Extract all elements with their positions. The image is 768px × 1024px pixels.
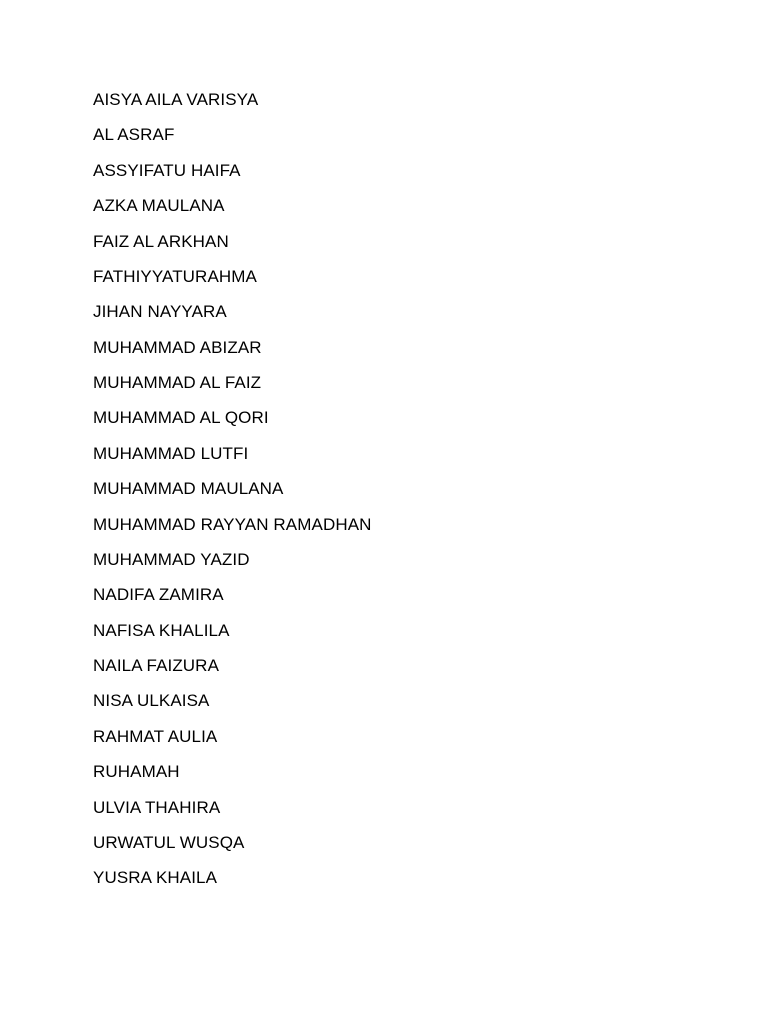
name-entry: RAHMAT AULIA [93, 726, 218, 746]
name-entry: AISYA AILA VARISYA [93, 90, 259, 109]
name-list [93, 89, 372, 903]
name-entry: YUSRA KHAILA [93, 868, 218, 888]
name-entry: FATHIYYATURAHMA [93, 266, 257, 286]
name-entry: ULVIA THAHIRA [93, 797, 221, 817]
name-entry: NAILA FAIZURA [93, 656, 220, 675]
name-entry: MUHAMMAD YAZID [93, 549, 250, 569]
name-entry: MUHAMMAD AL QORI [93, 408, 269, 428]
name-entry: JIHAN NAYYARA [93, 302, 227, 322]
name-entry: MUHAMMAD MAULANA [93, 479, 284, 499]
name-entry: FAIZ AL ARKHAN [93, 231, 229, 251]
name-entry: MUHAMMAD LUTFI [93, 443, 249, 463]
name-entry: NAFISA KHALILA [93, 620, 230, 640]
name-entry: NISA ULKAISA [93, 691, 210, 711]
name-entry: RUHAMAH [93, 762, 180, 782]
name-entry: AZKA MAULANA [93, 196, 225, 216]
name-entry: NADIFA ZAMIRA [93, 585, 224, 605]
name-entry: MUHAMMAD ABIZAR [93, 337, 262, 357]
name-entry: URWATUL WUSQA [93, 832, 245, 852]
name-entry: AL ASRAF [93, 125, 175, 145]
name-entry: MUHAMMAD RAYYAN RAMADHAN [93, 514, 372, 534]
name-entry: ASSYIFATU HAIFA [93, 160, 241, 180]
name-entry: MUHAMMAD AL FAIZ [93, 373, 262, 392]
